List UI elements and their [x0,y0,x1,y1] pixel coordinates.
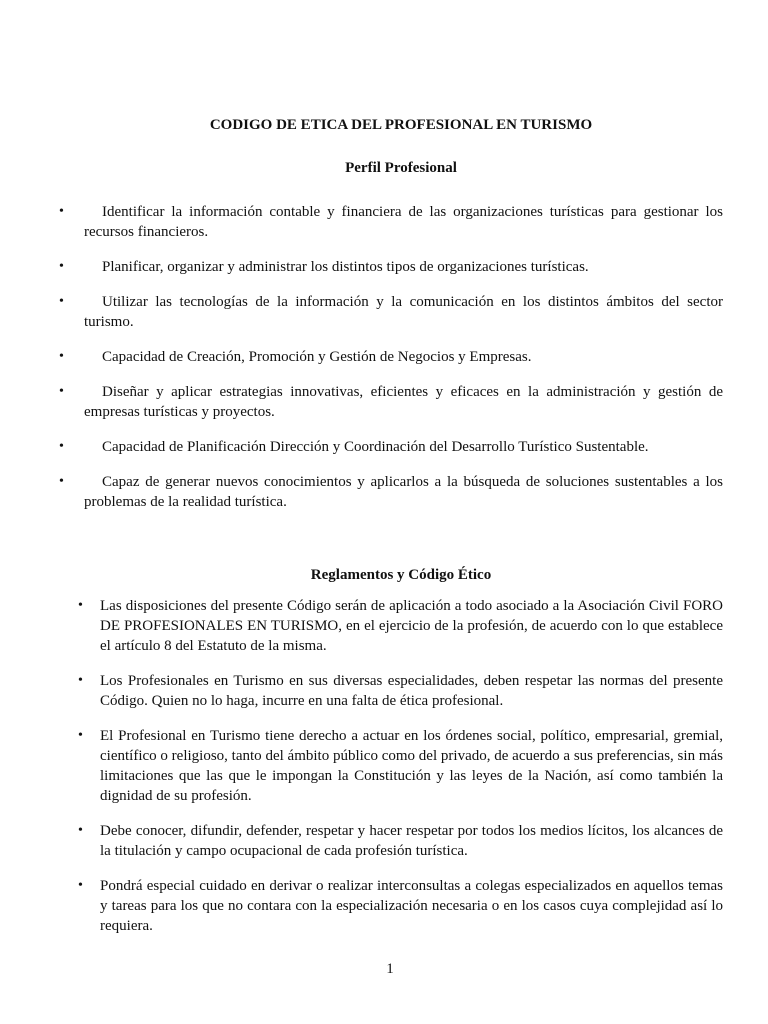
bullet-icon: • [59,349,64,364]
list-item-text: Utilizar las tecnologías de la información y la comunicación en los distintos ámbitos del sector turismo. [84,294,723,330]
bullet-icon: • [78,598,83,613]
bullet-icon: • [59,204,64,219]
list-item-text: Identificar la información contable y financiera de las organizaciones turísticas para gestionar los recursos financieros. [84,204,723,240]
bullet-icon: • [78,728,83,743]
bullet-icon: • [78,823,83,838]
list-item [59,437,723,457]
bullet-icon: • [59,439,64,454]
list-item [78,726,723,806]
list-item [78,821,723,861]
list-item-text: Capaz de generar nuevos conocimientos y aplicarlos a la búsqueda de soluciones sustentables a los problemas de la realidad turística. [84,474,723,510]
list-item-text: Pondrá especial cuidado en derivar o realizar interconsultas a colegas especializados en aquellos temas y tareas para los que no contara con la especialización necesaria o en los casos cuya complejidad así lo requiera. [100,878,723,934]
list-item-text: Planificar, organizar y administrar los distintos tipos de organizaciones turísticas. [102,259,589,275]
bullet-icon: • [59,259,64,274]
list-item [59,347,723,367]
list-item-text: Debe conocer, difundir, defender, respetar y hacer respetar por todos los medios lícitos, los alcances de la titulación y campo ocupacional de cada profesión turística. [100,823,723,859]
bullet-icon: • [59,474,64,489]
list-item-text: Las disposiciones del presente Código serán de aplicación a todo asociado a la Asociación Civil FORO DE PROFESIONALES EN TURISMO, en el ejercicio de la profesión, de acuerdo con lo que establece el artículo 8 del Estatuto de la misma. [100,598,723,654]
perfil-profesional-list [59,202,723,527]
list-item-text: Diseñar y aplicar estrategias innovativas, eficientes y eficaces en la administración y gestión de empresas turísticas y proyectos. [84,384,723,420]
list-item [78,596,723,656]
bullet-icon: • [59,294,64,309]
list-item [78,671,723,711]
bullet-icon: • [59,384,64,399]
list-item [78,876,723,936]
section-title-reglamentos-codigo-etico: Reglamentos y Código Ético [310,567,492,583]
bullet-icon: • [78,878,83,893]
list-item-text: El Profesional en Turismo tiene derecho a actuar en los órdenes social, político, empresarial, gremial, científico o religioso, tanto del ámbito público como del privado, de acuerdo a sus preferencias, sin más limitaciones que las que le impongan la Constitución y las leyes de la Nación, así como también la dignidad de su profesión. [100,728,723,804]
list-item [59,472,723,512]
list-item [59,382,723,422]
list-item-text: Capacidad de Planificación Dirección y Coordinación del Desarrollo Turístico Sustentable. [102,439,649,455]
list-item-text: Capacidad de Creación, Promoción y Gestión de Negocios y Empresas. [102,349,532,365]
reglamentos-list [78,596,723,951]
bullet-icon: • [78,673,83,688]
document-title: CODIGO DE ETICA DEL PROFESIONAL EN TURISMO [209,117,593,133]
section-title-perfil-profesional: Perfil Profesional [345,160,457,176]
list-item [59,292,723,332]
list-item [59,257,723,277]
page-number: 1 [386,961,394,977]
list-item-text: Los Profesionales en Turismo en sus diversas especialidades, deben respetar las normas del presente Código. Quien no lo haga, incurre en una falta de ética profesional. [100,673,723,709]
list-item [59,202,723,242]
